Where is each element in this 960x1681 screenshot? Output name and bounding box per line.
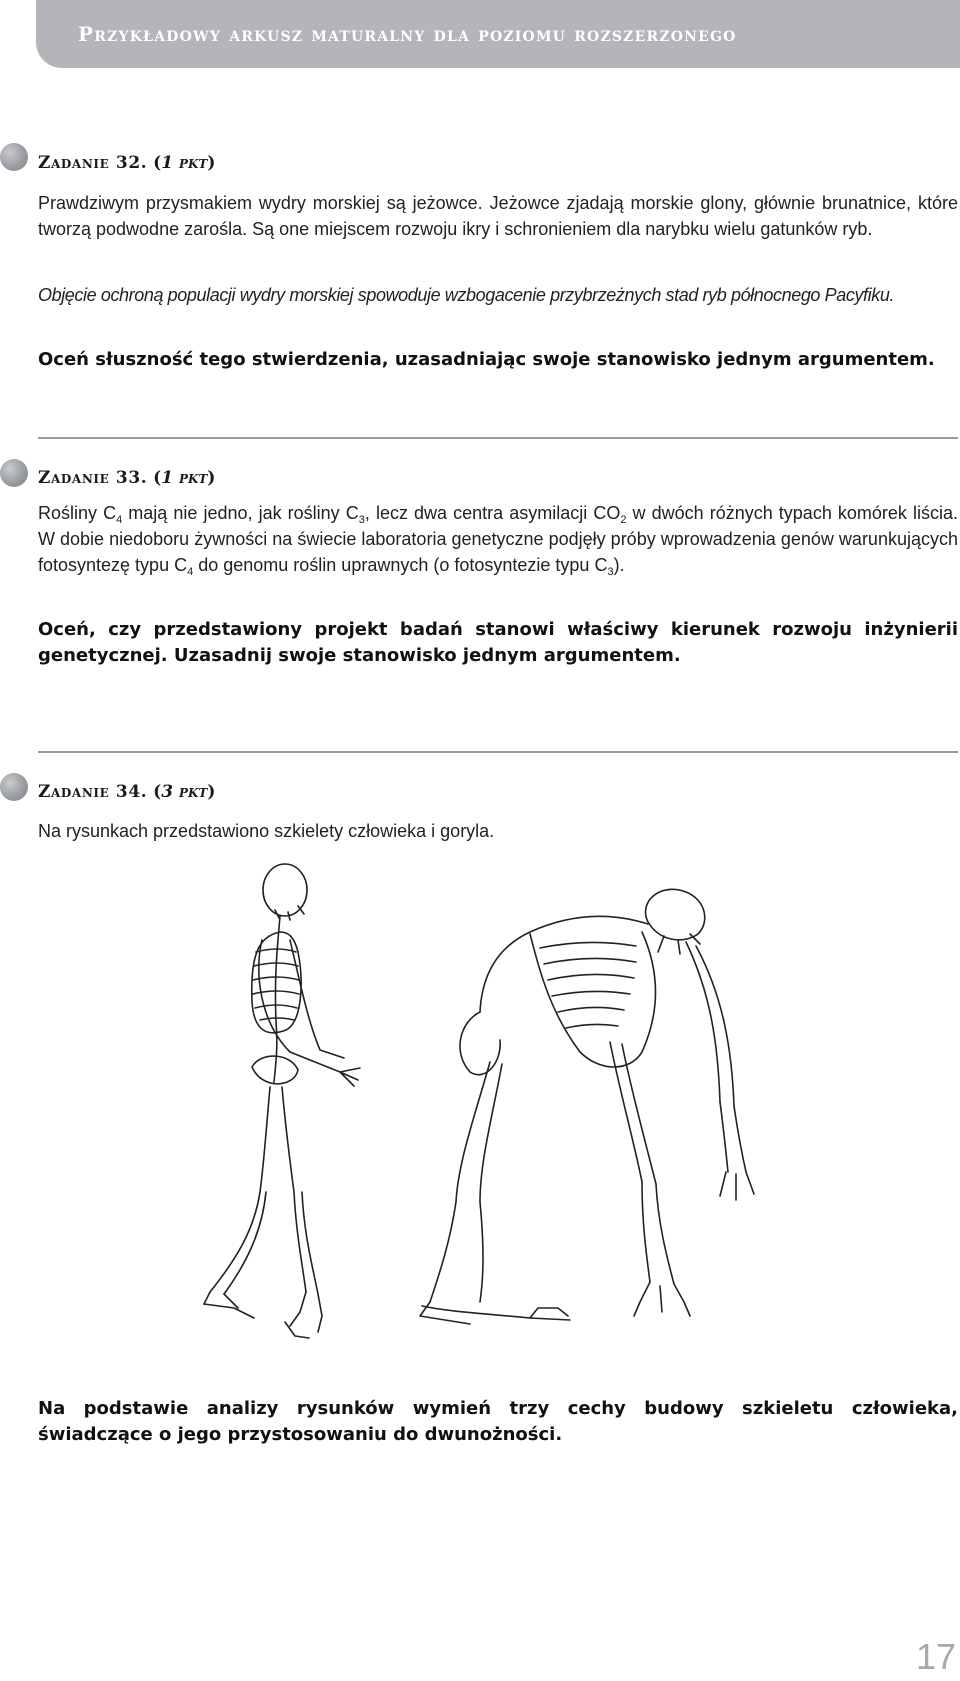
header-title: Przykładowy arkusz maturalny dla poziomu rozszerzonego <box>78 22 737 46</box>
task-33-command: Oceń, czy przedstawiony projekt badań stanowi właściwy kierunek rozwoju inżynierii genetycznej. Uzasadnij swoje stanowisko jednym argumentem. <box>38 619 958 666</box>
separator-2 <box>38 751 958 753</box>
separator-1 <box>38 437 958 439</box>
human-skeleton <box>204 864 360 1338</box>
skeleton-figure <box>190 862 790 1372</box>
task-32-points: 1 pkt <box>161 153 208 173</box>
page-header <box>36 0 960 68</box>
task-32-command: Oceń słuszność tego stwierdzenia, uzasadniając swoje stanowisko jednym argumentem. <box>38 349 935 370</box>
task-33-intro: Rośliny $C_4$ mają nie jedno, jak rośliny $C_3$, lecz dwa centra asymilacji $CO_2$ w dwóch różnych typach komórek liścia. W dobie niedoboru żywności na świecie laboratoria genetyczne podjęły próby wprowadzenia genów warunkujących fotosyntezę typu $C_4$ do genomu roślin uprawnych (o fotosyntezie typu $C_3$). <box>38 503 959 578</box>
skeletons-illustration <box>190 862 790 1372</box>
task-34-points: 3 pkt <box>161 782 208 802</box>
task-33-points: 1 pkt <box>161 468 208 488</box>
task-32-intro: Prawdziwym przysmakiem wydry morskiej są jeżowce. Jeżowce zjadają morskie glony, głównie brunatnice, które tworzą podwodne zarośla. Są one miejscem rozwoju ikry i schronieniem dla narybku wielu gatunków ryb. <box>38 193 958 239</box>
task-34-command: Na podstawie analizy rysunków wymień trzy cechy budowy szkieletu człowieka, świadczące o jego przystosowaniu do dwunożności. <box>38 1398 958 1445</box>
task-32-statement: Objęcie ochroną populacji wydry morskiej spowoduje wzbogacenie przybrzeżnych stad ryb północnego Pacyfiku. <box>38 285 895 305</box>
task-34-title: Zadanie 34. (3 pkt) <box>38 782 216 802</box>
task-32-name: Zadanie 32. <box>38 153 148 173</box>
task-33-title: Zadanie 33. (1 pkt) <box>38 468 216 488</box>
bullet-icon <box>0 459 28 487</box>
task-33-name: Zadanie 33. <box>38 468 148 488</box>
page-number: 17 <box>915 1636 956 1677</box>
bullet-icon <box>0 143 28 171</box>
task-34-name: Zadanie 34. <box>38 782 148 802</box>
gorilla-skeleton <box>420 889 754 1324</box>
bullet-icon <box>0 773 28 801</box>
task-32-title: Zadanie 32. (1 pkt) <box>38 153 216 173</box>
task-34-intro: Na rysunkach przedstawiono szkielety człowieka i goryla. <box>38 821 495 841</box>
